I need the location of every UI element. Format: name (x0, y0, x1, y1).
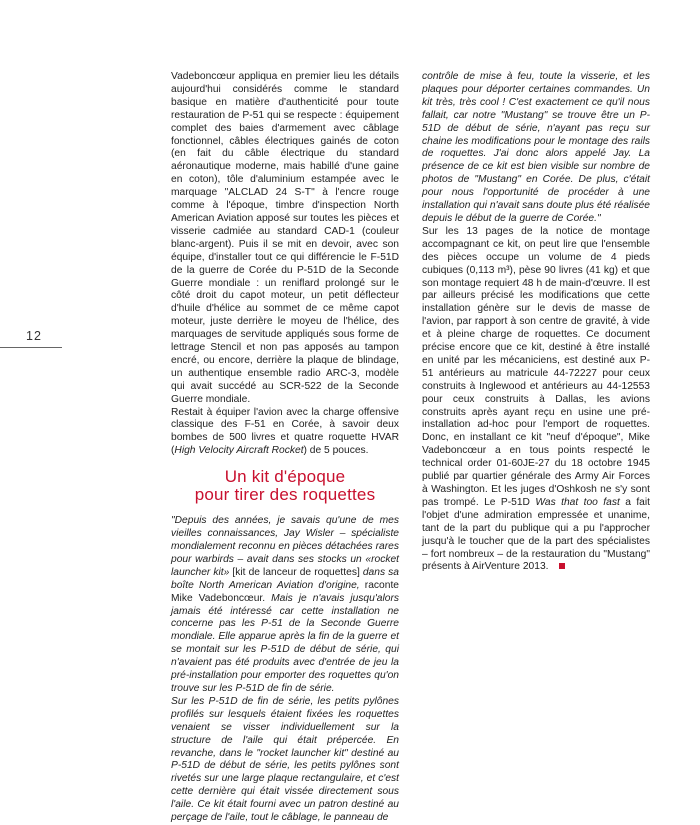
right-para2-end: a fait l'objet d'une admiration empressée et unanime, tant de la part du publique qui a pu l'approcher jusqu'à le toucher que de la part des spécialistes – fort nombreux – de la restauration du "Mustang" présents à AirVenture 2013. (422, 496, 650, 573)
aircraft-name: Was that too fast (535, 496, 620, 508)
quote-paragraph-1 (171, 515, 399, 696)
left-column (171, 71, 399, 825)
left-paragraph-2 (171, 407, 399, 459)
right-para2-text: Sur les 13 pages de la notice de montage accompagnant ce kit, on peut lire que l'ensemble des pièces occupe un volume de 4 pieds cubiques (0,113 m³), pèse 90 livres (41 kg) et que son montage requiert 48 h de main-d'œuvre. Il est par ailleurs précisé les modifications que cette installation génère sur le devis de masse de l'avion, par rapport à son centre de gravité, à vide et à pleine charge de roquettes. Ce document précise encore que ce kit, destiné à être installé en unité par les mécaniciens, est destiné aux P-51 antérieurs au matricule 44-72227 pour ceux construits à Inglewood et antérieurs au 44-12553 pour ceux construits à Dallas, les avions construits après ayant reçu en usine une pré-installation ad-hoc pour l'emport de roquettes. Donc, en installant ce kit "neuf d'époque", Mike Vadeboncœur a en tous points respecté le technical order 01-60JE-27 du 18 octobre 1945 publié par quartier générale des Army Air Forces à Washington. Et les juges d'Oshkosh ne s'y sont pas trompé. Le P-51D (422, 225, 650, 508)
quote1-italic-a: "Depuis des années, je savais qu'une de mes vieilles connaissances, Jay Wisler – spécialiste mondialement reconnu en pièces détachées rares pour warbirds – avait dans ses stocks un «rocket launcher kit» (171, 515, 399, 578)
margin-rule (0, 347, 62, 348)
heading-line-2: pour tirer des roquettes (194, 484, 376, 504)
section-heading (171, 468, 399, 503)
end-mark-icon (559, 563, 565, 569)
right-paragraph-1 (422, 71, 650, 226)
heading-line-1: Un kit d'époque (224, 467, 346, 487)
left-paragraph-1: Vadeboncœur appliqua en premier lieu les détails aujourd'hui considérés comme le standard basique en matière d'authenticité pour toute restauration de P-51 qui se respecte : équipement complet des baies d'armement avec câblage fonctionnel, câbles électriques gainés de coton (en fait du câble électrique du standard aéronautique moderne, mais habillé d'une gaine en coton), tôle d'aluminium estampée avec le marquage "ALCLAD 24 S-T" à l'encre rouge comme à l'époque, timbre d'inspection North American Aviation apposé sur toutes les pièces et visserie cadmiée au standard CAD-1 (couleur blanc-argent). Puis il se mit en devoir, avec son équipe, d'installer tout ce qui différencie le F-51D de la guerre de Corée du P-51D de la Seconde Guerre mondiale : un reniflard prolongé sur le côté droit du capot moteur, un petit déflecteur d'huile d'hélice au sommet de ce même capot moteur, juste derrière le moyeu de l'hélice, des marquages de servitude appliqués sous forme de lettrage Stencil et non pas apposés au tampon encré, ou encore, derrière la plaque de blindage, un authentique ensemble radio ARC-3, modèle qui avait succédé au SCR-522 de la Seconde Guerre mondiale. (171, 71, 399, 405)
quote1-italic-c: Mais je n'avais jusqu'alors jamais été intéressé car cette installation ne concerne pas les P-51 de la Seconde Guerre mondiale. Elle apparue après la fin de la guerre et se montait sur les P-51D de début de série, qui n'avaient pas été produits avec d'entrée de jeu la pré-installation pour emporter des roquettes qu'on trouve sur les P-51D de fin de série. (171, 592, 400, 694)
quote2-italic: Sur les P-51D de fin de série, les petits pylônes profilés sur lesquels étaient fixées les roquettes venaient se visser individuellement sur la structure de l'aile qui était prépercée. En revanche, dans le "rocket launcher kit" destiné au P-51D de début de série, les petits pylônes sont rivetés sur une large plaque rectangulaire, et c'est cette dernière qui était vissée directement sous l'aile. Ce kit était fourni avec un patron destiné au perçage de l'aile, tout le câblage, le panneau de (171, 695, 399, 824)
quote1-bracket: [kit de lanceur de roquettes] (229, 566, 363, 578)
right-column (422, 71, 650, 574)
quote-paragraph-2 (171, 696, 399, 825)
right-para1-italic: contrôle de mise à feu, toute la visserie, et les plaques pour déporter certaines commandes. Un kit très, très cool ! C'est exactement ce qu'il nous fallait, car notre "Mustang" se trouve être un P-51D de début de série, n'ayant pas reçu sur chaine les modifications pour le montage des rails de roquettes. J'ai donc alors appelé Jay. La présence de ce kit est bien visible sur nombre de photos de "Mustang" en Corée. De plus, c'était pour nous l'opportunité de procéder à une installation qui n'avait sans doute plus été réalisée depuis le début de la guerre de Corée." (422, 71, 650, 224)
page-number: 12 (26, 329, 42, 343)
quote1-attribution: raconte Mike Vadeboncœur. (171, 579, 399, 604)
right-paragraph-2 (422, 226, 650, 574)
para2-italic: High Velocity Aircraft Rocket (174, 445, 304, 457)
para2-text-a: Restait à équiper l'avion avec la charge offensive classique des F-51 en Corée, à savoir deux bombes de 500 livres et quatre roquette HVAR ( (171, 406, 399, 457)
para2-text-b: ) de 5 pouces. (303, 445, 369, 457)
quote1-italic-b: dans sa boîte North American Aviation d'origine, (171, 566, 399, 591)
